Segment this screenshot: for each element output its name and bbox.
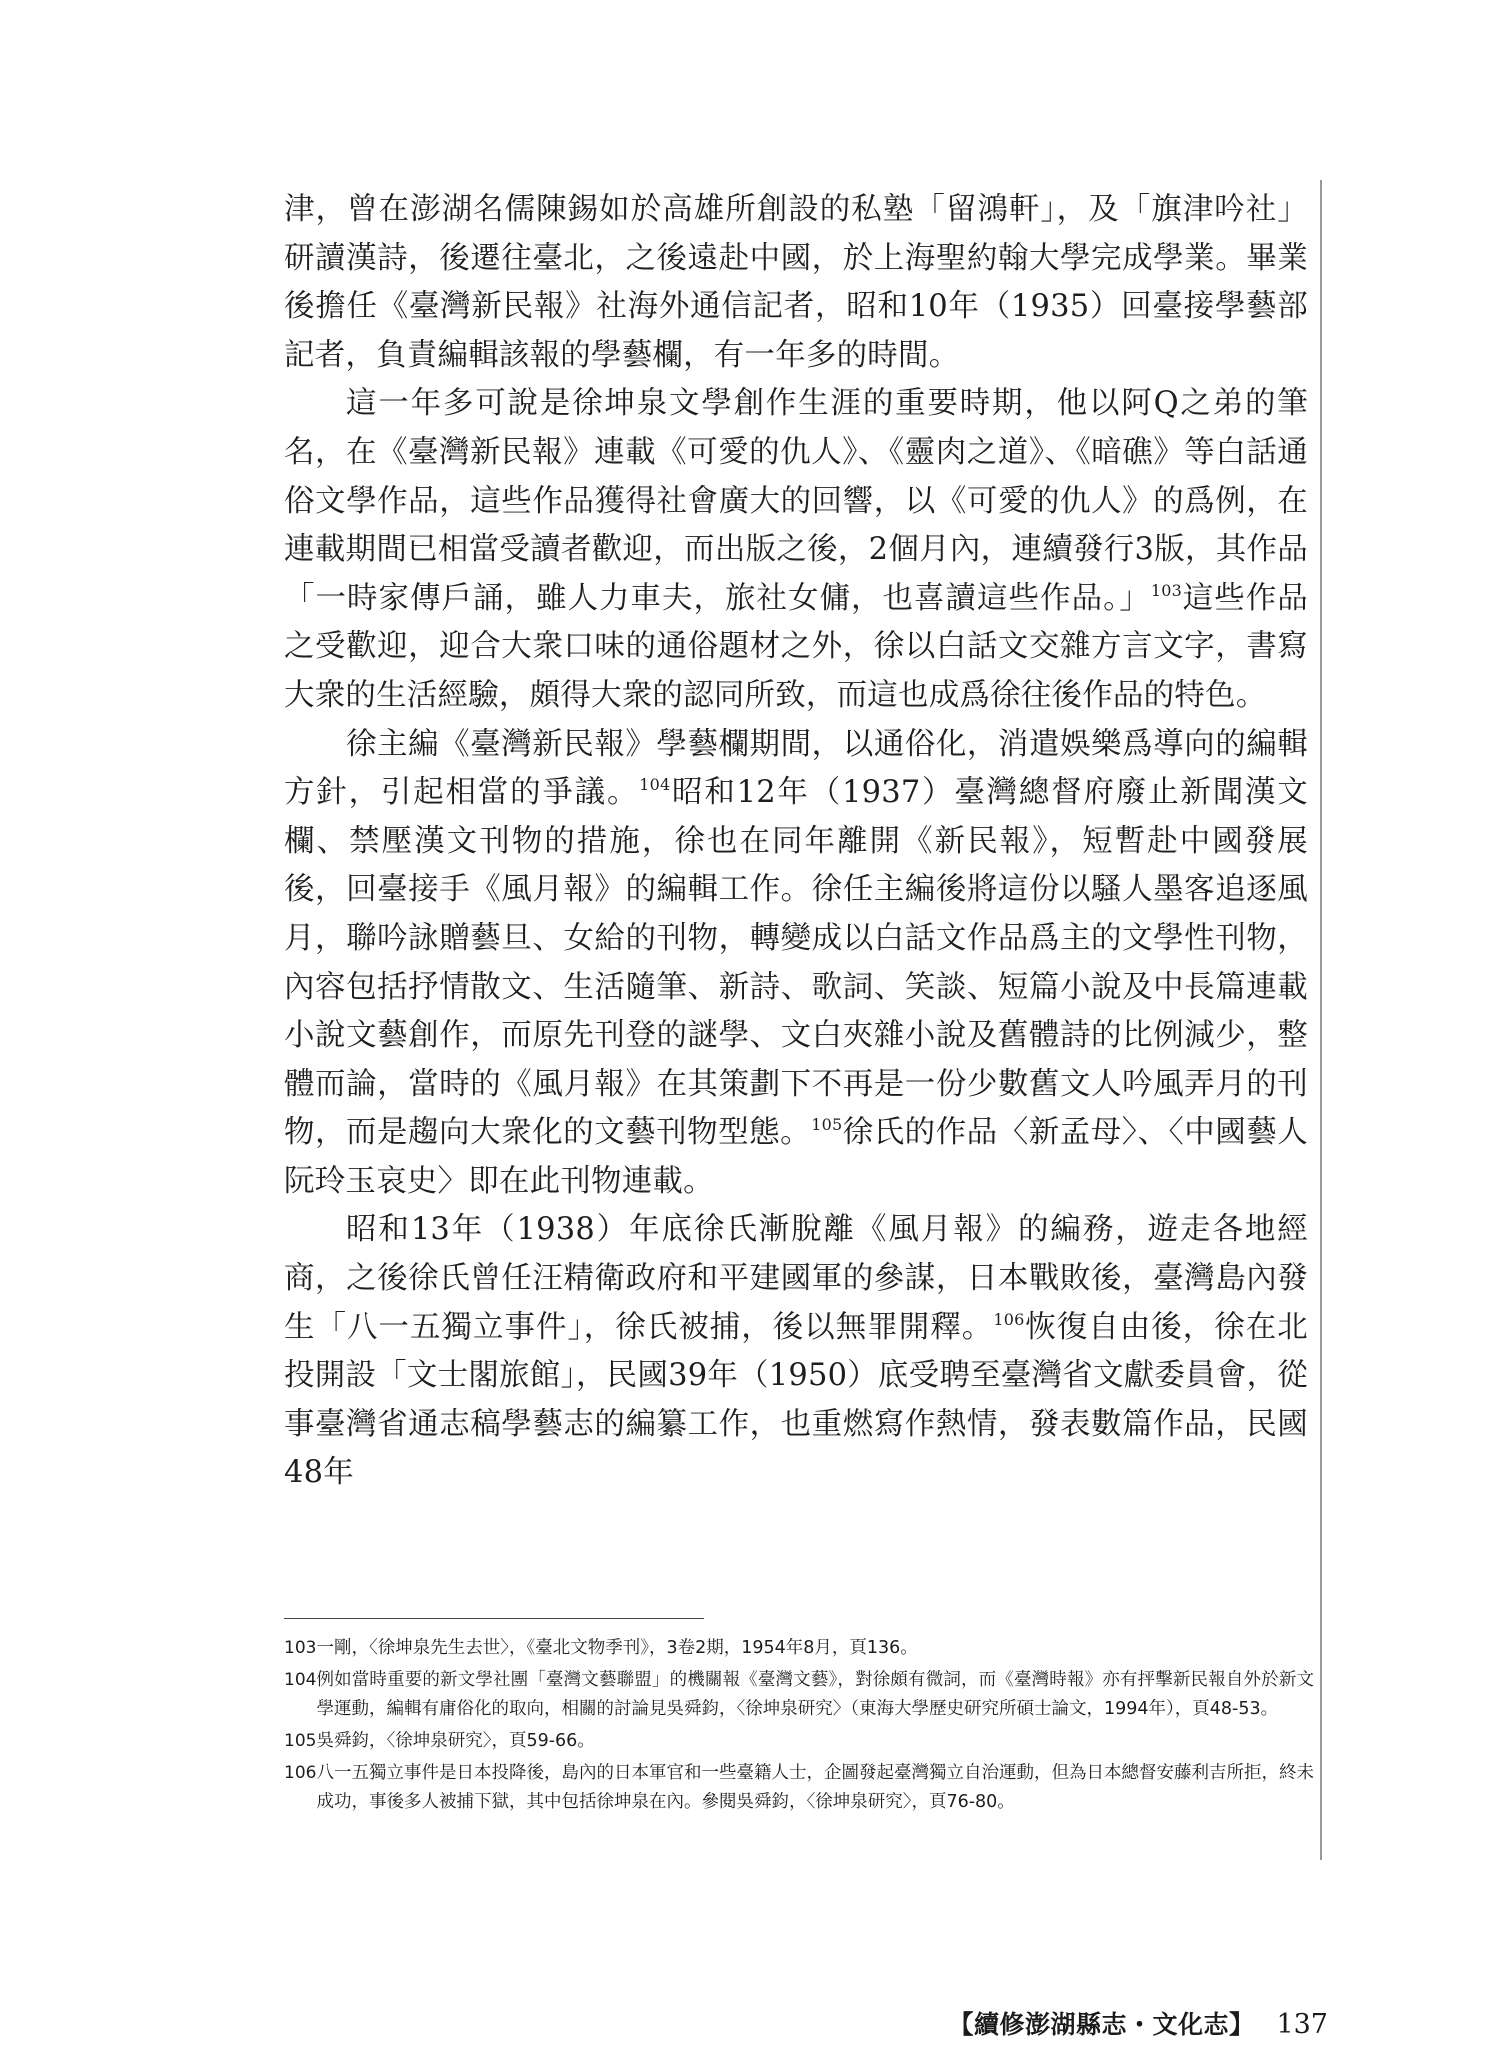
- body-text: [284, 186, 1308, 1498]
- footnote-ref[interactable]: 106: [993, 1309, 1025, 1329]
- footnote-text: 例如當時重要的新文學社團「臺灣文藝聯盟」的機關報《臺灣文藝》，對徐頗有微詞，而《臺灣時報》亦有抨擊新民報自外於新文學運動，編輯有庸俗化的取向，相關的討論見吳舜鈞，〈徐坤泉研究〉（東海大學歷史研究所碩士論文，1994年），頁48-53。: [316, 1670, 1314, 1719]
- paragraph-text: 津，曾在澎湖名儒陳錫如於高雄所創設的私塾「留鴻軒」，及「旗津吟社」研讀漢詩，後遷往臺北，之後遠赴中國，於上海聖約翰大學完成學業。畢業後擔任《臺灣新民報》社海外通信記者，昭和10年（1935）回臺接學藝部記者，負責編輯該報的學藝欄，有一年多的時間。: [284, 192, 1308, 373]
- footnote-number: 104: [284, 1670, 317, 1690]
- footnotes: [284, 1634, 1314, 1820]
- footnote-divider: [284, 1618, 704, 1619]
- footnote-text: 八一五獨立事件是日本投降後，島內的日本軍官和一些臺籍人士，企圖發起臺灣獨立自治運動，但為日本總督安藤利吉所拒，終未成功，事後多人被捕下獄，其中包括徐坤泉在內。參閱吳舜鈞，〈徐坤泉研究〉，頁76-80。: [316, 1763, 1314, 1812]
- paragraph-text: 這些作品之受歡迎，迎合大衆口味的通俗題材之外，徐以白話文交雜方言文字，書寫大衆的生活經驗，頗得大衆的認同所致，而這也成爲徐往後作品的特色。: [284, 580, 1308, 713]
- paragraph-text: 昭和13年（1938）年底徐氏漸脫離《風月報》的編務，遊走各地經商，之後徐氏曾任汪精衛政府和平建國軍的參謀，日本戰敗後，臺灣島內發生「八一五獨立事件」，徐氏被捕，後以無罪開釋。: [284, 1212, 1308, 1345]
- paragraph-text: 昭和12年（1937）臺灣總督府廢止新聞漢文欄、禁壓漢文刊物的措施，徐也在同年離開《新民報》，短暫赴中國發展後，回臺接手《風月報》的編輯工作。徐任主編後將這份以騷人墨客追逐風月，聯吟詠贈藝旦、女給的刊物，轉變成以白話文作品爲主的文學性刊物，內容包括抒情散文、生活隨筆、新詩、歌詞、笑談、短篇小說及中長篇連載小說文藝創作，而原先刊登的謎學、文白夾雜小說及舊體詩的比例減少，整體而論，當時的《風月報》在其策劃下不再是一份少數舊文人吟風弄月的刊物，而是趨向大衆化的文藝刊物型態。: [284, 775, 1308, 1151]
- footnote-number: 105: [284, 1731, 317, 1751]
- footnote: [284, 1727, 1314, 1756]
- margin-rule: [1320, 180, 1322, 1860]
- paragraph: [284, 186, 1308, 380]
- footnote-number: 103: [284, 1638, 317, 1658]
- footnote-text: 一剛，〈徐坤泉先生去世〉，《臺北文物季刊》，3卷2期，1954年8月，頁136。: [316, 1638, 918, 1658]
- footnote-ref[interactable]: 104: [639, 775, 671, 795]
- footnote: [284, 1634, 1314, 1663]
- footnote-ref[interactable]: 103: [1150, 580, 1182, 600]
- footnote: [284, 1666, 1314, 1724]
- paragraph-text: 徐主編《臺灣新民報》學藝欄期間，以通俗化，消遣娛樂爲導向的編輯方針，引起相當的爭議。: [284, 726, 1308, 811]
- paragraph: [284, 380, 1308, 720]
- footnote-number: 106: [284, 1763, 317, 1783]
- running-footer: [948, 2008, 1328, 2042]
- footnote-ref[interactable]: 105: [811, 1115, 843, 1135]
- book-title: 【續修澎湖縣志・文化志】: [948, 2010, 1255, 2039]
- paragraph-text: 徐氏的作品〈新孟母〉、〈中國藝人阮玲玉哀史〉即在此刊物連載。: [284, 1115, 1308, 1199]
- paragraph: [284, 1206, 1308, 1498]
- footnote-text: 吳舜鈞，〈徐坤泉研究〉，頁59-66。: [316, 1731, 595, 1751]
- paragraph-text: 恢復自由後，徐在北投開設「文士閣旅館」，民國39年（1950）底受聘至臺灣省文獻委員會，從事臺灣省通志稿學藝志的編纂工作，也重燃寫作熱情，發表數篇作品，民國48年: [284, 1309, 1308, 1491]
- paragraph: [284, 721, 1308, 1207]
- footnote: [284, 1759, 1314, 1817]
- paragraph-text: 這一年多可說是徐坤泉文學創作生涯的重要時期，他以阿Q之弟的筆名，在《臺灣新民報》連載《可愛的仇人》、《靈肉之道》、《暗礁》等白話通俗文學作品，這些作品獲得社會廣大的回響，以《可愛的仇人》的爲例，在連載期間已相當受讀者歡迎，而出版之後，2個月內，連續發行3版，其作品「一時家傳戶誦，雖人力車夫，旅社女傭，也喜讀這些作品。」: [284, 386, 1308, 616]
- page-number: 137: [1276, 2009, 1328, 2040]
